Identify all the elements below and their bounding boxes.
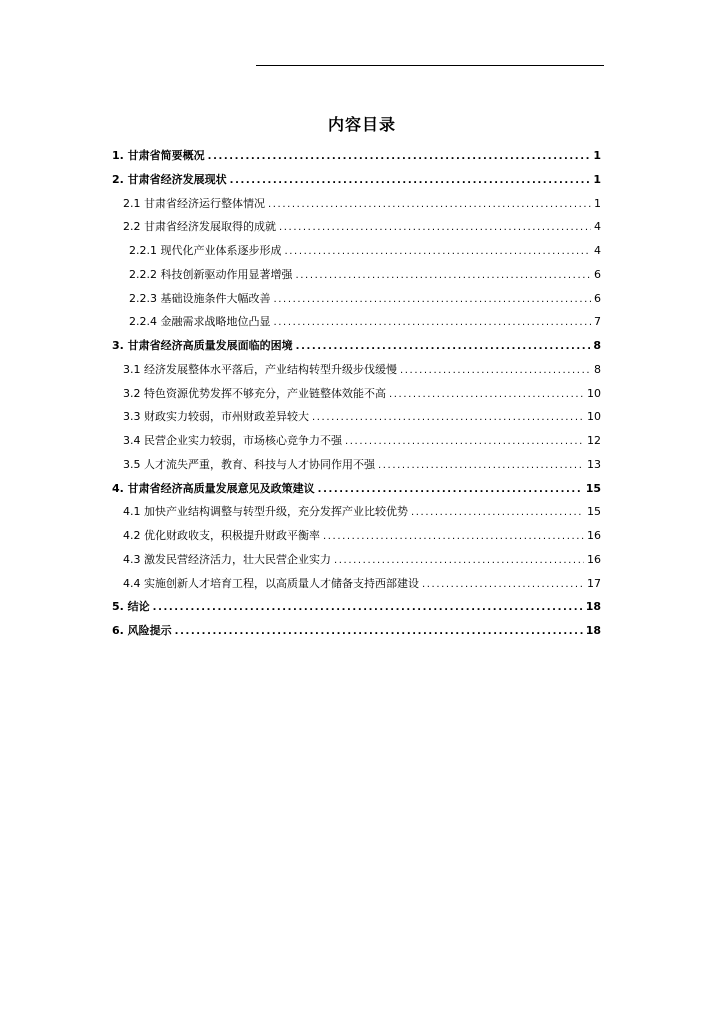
toc-entry[interactable]	[129, 265, 601, 285]
toc-dot-leader	[230, 171, 591, 191]
toc-entry-page: 7	[594, 315, 601, 329]
toc-dot-leader	[279, 218, 591, 238]
toc-dot-leader	[268, 195, 591, 215]
toc-entry[interactable]	[123, 550, 601, 570]
toc-entry-label: 4.4 实施创新人才培育工程，以高质量人才储备支持西部建设	[123, 576, 419, 590]
toc-entry-page: 4	[594, 244, 601, 257]
toc-entry-label: 4. 甘肃省经济高质量发展意见及政策建议	[112, 481, 315, 495]
toc-dot-leader	[378, 456, 584, 476]
toc-dot-leader	[389, 385, 584, 405]
toc-entry[interactable]	[129, 312, 601, 332]
toc-dot-leader	[400, 361, 591, 381]
toc-entry-page: 6	[594, 267, 601, 281]
toc-entry-page: 16	[587, 529, 601, 542]
toc-entry-page: 4	[594, 220, 601, 234]
toc-dot-leader	[334, 551, 584, 571]
toc-entry[interactable]	[112, 479, 601, 499]
toc-entry-label: 5. 结论	[112, 600, 150, 614]
toc-entry-label: 3. 甘肃省经济高质量发展面临的困境	[112, 339, 293, 352]
toc-entry-label: 6. 风险提示	[112, 624, 172, 637]
toc-entry[interactable]	[123, 407, 601, 427]
toc-entry-label: 2.2.2 科技创新驱动作用显著增强	[129, 267, 293, 281]
toc-title: 内容目录	[327, 115, 396, 134]
toc-entry[interactable]	[123, 574, 601, 594]
toc-entry-page: 1	[593, 172, 601, 186]
toc-entry[interactable]	[129, 241, 601, 261]
toc-dot-leader	[175, 622, 583, 642]
toc-entry-label: 3.2 特色资源优势发挥不够充分，产业链整体效能不高	[123, 386, 386, 400]
toc-entry[interactable]	[112, 146, 601, 166]
toc-entry-label: 3.1 经济发展整体水平落后，产业结构转型升级步伐缓慢	[123, 362, 397, 376]
toc-entry-label: 2.2.4 金融需求战略地位凸显	[129, 315, 271, 329]
toc-entry-label: 2.2 甘肃省经济发展取得的成就	[123, 220, 276, 234]
toc-entry[interactable]	[112, 597, 601, 617]
toc-dot-leader	[285, 242, 592, 262]
toc-entry-page: 18	[585, 624, 601, 637]
toc-dot-leader	[422, 575, 584, 595]
toc-entry[interactable]	[112, 621, 601, 641]
toc-dot-leader	[411, 503, 584, 523]
toc-entry[interactable]	[123, 217, 601, 237]
toc-entry-label: 4.3 激发民营经济活力，壮大民营企业实力	[123, 552, 331, 566]
toc-entry[interactable]	[123, 194, 601, 214]
toc-entry-label: 2.2.3 基础设施条件大幅改善	[129, 291, 271, 305]
toc-entry-page: 15	[585, 481, 601, 495]
toc-dot-leader	[312, 408, 584, 428]
toc-dot-leader	[208, 147, 591, 167]
toc-entry[interactable]	[123, 502, 601, 522]
toc-entry-page: 17	[587, 576, 601, 590]
toc-entry-label: 3.3 财政实力较弱，市州财政差异较大	[123, 410, 309, 424]
toc-entry-page: 1	[593, 149, 601, 162]
toc-dot-leader	[345, 432, 584, 452]
toc-entry-label: 2.2.1 现代化产业体系逐步形成	[129, 244, 282, 257]
toc-entry-page: 16	[587, 552, 601, 566]
toc-entry-page: 1	[594, 196, 601, 210]
toc-entry-page: 12	[587, 434, 601, 447]
toc-entry-label: 1. 甘肃省简要概况	[112, 149, 205, 162]
toc-entry[interactable]	[129, 289, 601, 309]
toc-entry[interactable]	[112, 170, 601, 190]
toc-entry-page: 18	[585, 600, 601, 614]
header-rule	[256, 65, 604, 66]
toc-entry-label: 4.1 加快产业结构调整与转型升级，充分发挥产业比较优势	[123, 505, 408, 519]
toc-entry-page: 10	[587, 410, 601, 424]
toc-entry-page: 6	[594, 291, 601, 305]
toc-entry[interactable]	[112, 336, 601, 356]
toc-entry[interactable]	[123, 384, 601, 404]
toc-dot-leader	[296, 337, 591, 357]
toc-dot-leader	[274, 290, 592, 310]
toc-entry[interactable]	[123, 455, 601, 475]
toc-entry-label: 2. 甘肃省经济发展现状	[112, 172, 227, 186]
toc-dot-leader	[153, 598, 583, 618]
toc-entry-page: 13	[587, 457, 601, 471]
toc-dot-leader	[318, 480, 583, 500]
toc-entry-page: 15	[587, 505, 601, 519]
toc-entry[interactable]	[123, 526, 601, 546]
toc-entry[interactable]	[123, 360, 601, 380]
toc-entry-page: 8	[593, 339, 601, 352]
toc-entry-label: 3.5 人才流失严重，教育、科技与人才协同作用不强	[123, 457, 375, 471]
toc-dot-leader	[274, 313, 592, 333]
toc-entry-page: 8	[594, 362, 601, 376]
toc-dot-leader	[323, 527, 584, 547]
toc-dot-leader	[296, 266, 592, 286]
toc-entry[interactable]	[123, 431, 601, 451]
toc-entry-label: 4.2 优化财政收支，积极提升财政平衡率	[123, 529, 320, 542]
toc-entry-page: 10	[587, 386, 601, 400]
toc-entry-label: 2.1 甘肃省经济运行整体情况	[123, 196, 265, 210]
toc-entry-label: 3.4 民营企业实力较弱，市场核心竞争力不强	[123, 434, 342, 447]
